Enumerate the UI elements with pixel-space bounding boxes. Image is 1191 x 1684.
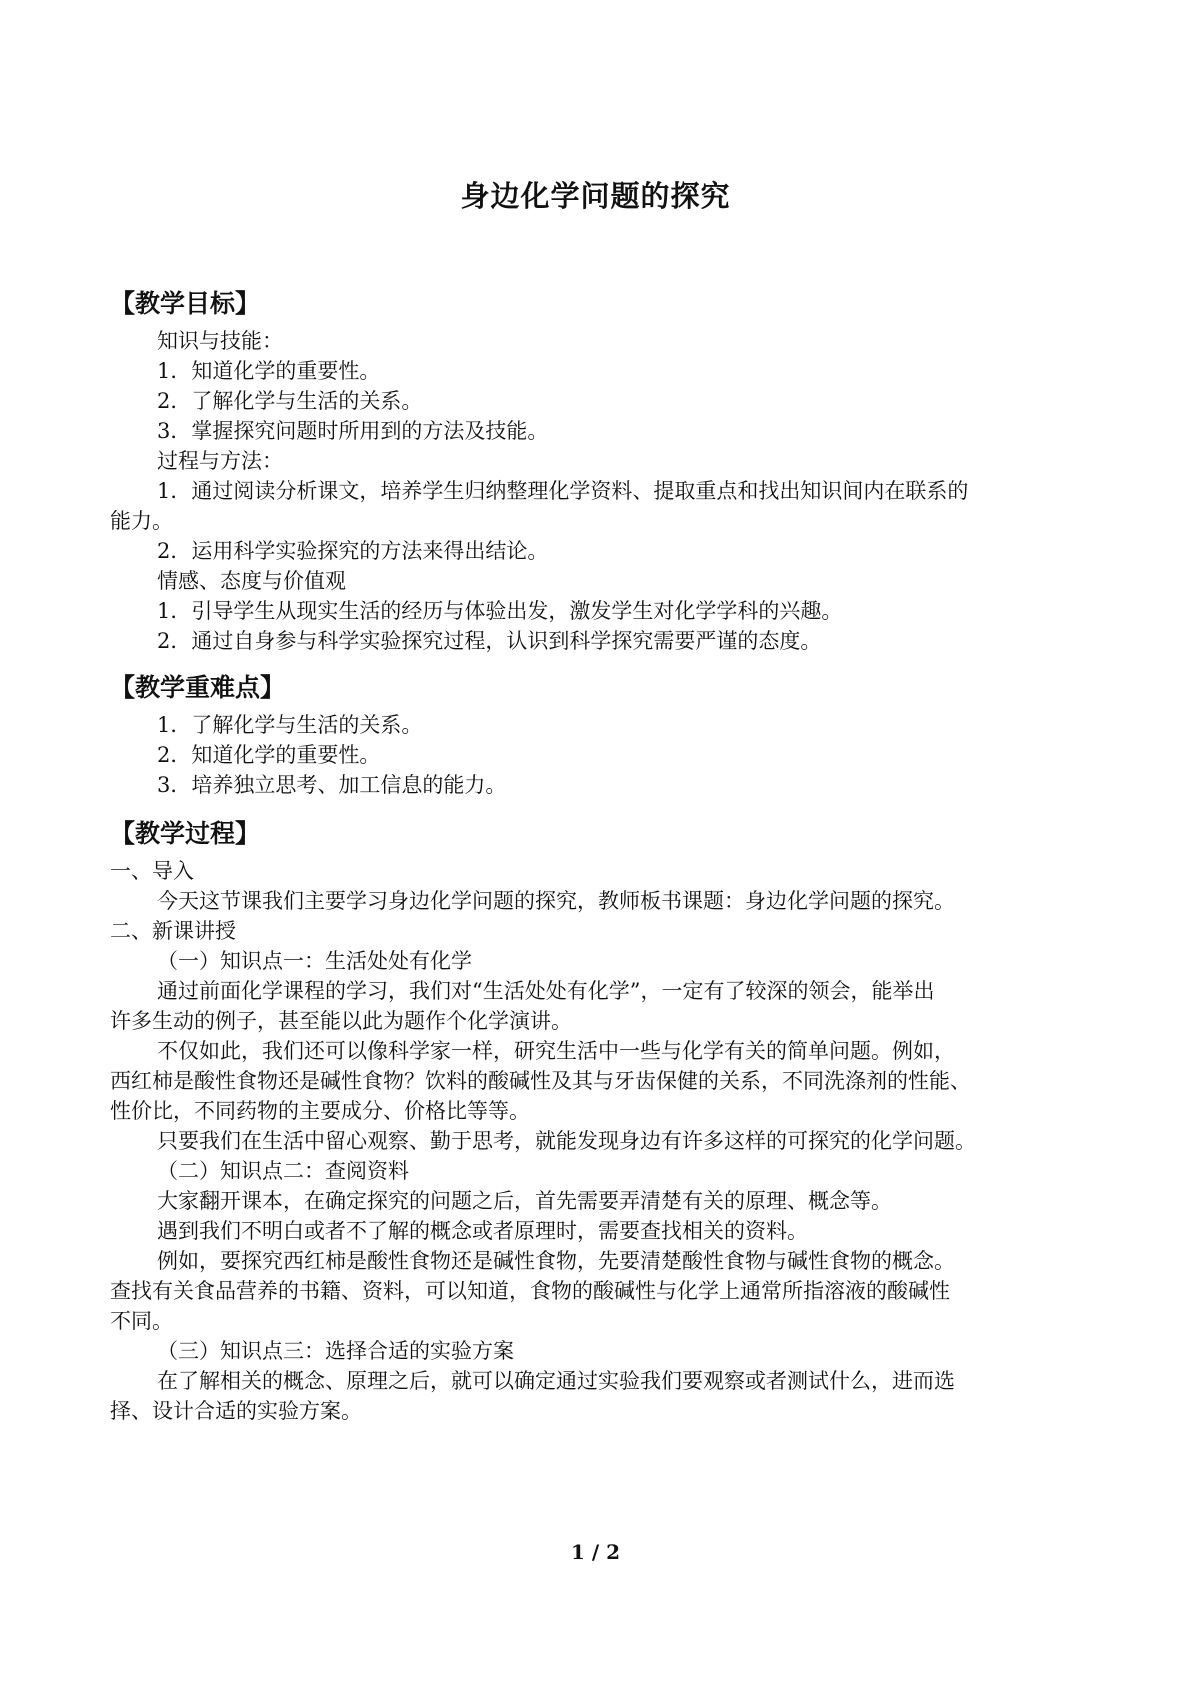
text-line: 查找有关食品营养的书籍、资料，可以知道，食物的酸碱性与化学上通常所指溶液的酸碱性 [110,1279,950,1303]
text-line: 1．知道化学的重要性。 [157,359,381,383]
text-line: 1．了解化学与生活的关系。 [157,713,423,737]
text-line: 能力。 [110,509,173,533]
section-heading-key-points: 【教学重难点】 [110,673,286,702]
text-line: 择、设计合适的实验方案。 [110,1399,362,1423]
text-line: 2．了解化学与生活的关系。 [157,389,423,413]
section-heading-objectives: 【教学目标】 [110,289,261,318]
text-line: 不同。 [110,1309,173,1333]
text-line: 只要我们在生活中留心观察、勤于思考，就能发现身边有许多这样的可探究的化学问题。 [157,1129,976,1153]
text-line: 在了解相关的概念、原理之后，就可以确定通过实验我们要观察或者测试什么，进而选 [157,1369,955,1393]
text-line: 2．运用科学实验探究的方法来得出结论。 [157,539,549,563]
text-line: 例如，要探究西红柿是酸性食物还是碱性食物，先要清楚酸性食物与碱性食物的概念。 [157,1249,955,1273]
text-line: 2．通过自身参与科学实验探究过程，认识到科学探究需要严谨的态度。 [157,629,822,653]
text-line: 性价比，不同药物的主要成分、价格比等等。 [110,1099,530,1123]
page-number: 1 / 2 [570,1540,621,1564]
text-line: （三）知识点三：选择合适的实验方案 [157,1339,514,1363]
text-line: 3．培养独立思考、加工信息的能力。 [157,773,507,797]
text-line: 1．引导学生从现实生活的经历与体验出发，激发学生对化学学科的兴趣。 [157,599,843,623]
text-line: 1．通过阅读分析课文，培养学生归纳整理化学资料、提取重点和找出知识间内在联系的 [157,479,969,503]
text-line: 西红柿是酸性食物还是碱性食物？饮料的酸碱性及其与牙齿保健的关系，不同洗涤剂的性能、 [110,1069,971,1093]
text-line: 一、导入 [110,859,194,883]
text-line: 2．知道化学的重要性。 [157,743,381,767]
text-line: 大家翻开课本，在确定探究的问题之后，首先需要弄清楚有关的原理、概念等。 [157,1189,892,1213]
text-line: 通过前面化学课程的学习，我们对“生活处处有化学”，一定有了较深的领会，能举出 [157,979,935,1003]
text-line: （二）知识点二：查阅资料 [157,1159,409,1183]
text-line: 今天这节课我们主要学习身边化学问题的探究，教师板书课题：身边化学问题的探究。 [157,889,955,913]
text-line: 不仅如此，我们还可以像科学家一样，研究生活中一些与化学有关的简单问题。例如， [157,1039,955,1063]
text-line: 许多生动的例子，甚至能以此为题作个化学演讲。 [110,1009,572,1033]
document-title: 身边化学问题的探究 [460,179,731,213]
text-line: 情感、态度与价值观 [157,569,346,593]
text-line: 过程与方法： [157,449,283,473]
text-line: （一）知识点一：生活处处有化学 [157,949,472,973]
text-line: 二、新课讲授 [110,919,236,943]
text-line: 3．掌握探究问题时所用到的方法及技能。 [157,419,549,443]
text-line: 知识与技能： [157,329,283,353]
section-heading-process: 【教学过程】 [110,819,261,848]
text-line: 遇到我们不明白或者不了解的概念或者原理时，需要查找相关的资料。 [157,1219,808,1243]
